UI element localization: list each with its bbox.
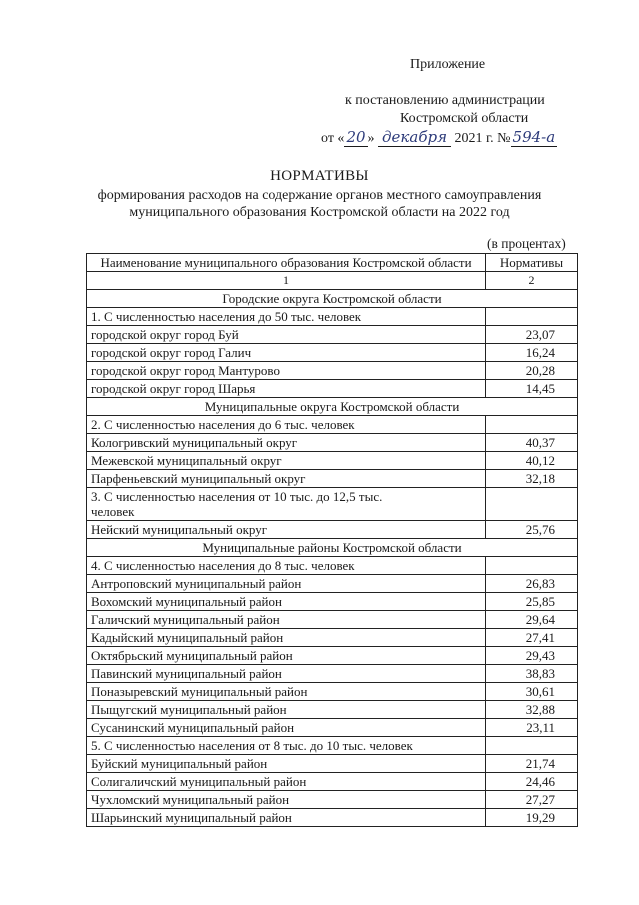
municipality-name: Вохомский муниципальный район: [87, 593, 486, 611]
group-title-text: 3. С численностью населения от 10 тыс. до 12,5 тыс.: [91, 489, 383, 504]
norm-value: 24,46: [486, 773, 578, 791]
group-row: [87, 557, 578, 575]
norm-value: 23,07: [486, 326, 578, 344]
column-header-norms: Нормативы: [486, 254, 578, 272]
date-year: 2021 г. №: [454, 131, 511, 146]
table-row: [87, 344, 578, 362]
municipality-name: Пыщугский муниципальный район: [87, 701, 486, 719]
municipality-name: Сусанинский муниципальный район: [87, 719, 486, 737]
norm-value: 26,83: [486, 575, 578, 593]
municipality-name: Межевской муниципальный округ: [87, 452, 486, 470]
group-title-text: 5. С численностью населения от 8 тыс. до 10 тыс. человек: [91, 738, 413, 753]
table-row: [87, 452, 578, 470]
municipality-name: Кадыйский муниципальный район: [87, 629, 486, 647]
norm-value: 19,29: [486, 809, 578, 827]
group-title: [87, 416, 486, 434]
municipality-name: Кологривский муниципальный округ: [87, 434, 486, 452]
municipality-name: Антроповский муниципальный район: [87, 575, 486, 593]
handwritten-month: декабря: [378, 128, 451, 147]
decree-reference-line1: к постановлению администрации: [345, 93, 545, 108]
group-title: [87, 737, 486, 755]
column-header-name: Наименование муниципального образования Костромской области: [87, 254, 486, 272]
municipality-name: Павинский муниципальный район: [87, 665, 486, 683]
norm-value: 20,28: [486, 362, 578, 380]
section-title: Муниципальные округа Костромской области: [87, 398, 578, 416]
column-number-row: [87, 272, 578, 290]
group-title-text: 4. С численностью населения до 8 тыс. человек: [91, 558, 355, 573]
document-subtitle-line1: формирования расходов на содержание органов местного самоуправления: [97, 188, 542, 203]
group-row: [87, 416, 578, 434]
norm-value: 29,64: [486, 611, 578, 629]
table-row: [87, 575, 578, 593]
document-title: НОРМАТИВЫ: [270, 168, 369, 184]
table-row: [87, 719, 578, 737]
norm-value: 14,45: [486, 380, 578, 398]
municipality-name: Буйский муниципальный район: [87, 755, 486, 773]
table-row: [87, 773, 578, 791]
norm-value: 32,18: [486, 470, 578, 488]
group-title: [87, 488, 486, 521]
group-empty-cell: [486, 488, 578, 521]
group-row: [87, 488, 578, 521]
norms-table: [86, 253, 578, 827]
municipality-name: Чухломский муниципальный район: [87, 791, 486, 809]
units-note: (в процентах): [487, 236, 566, 251]
norm-value: 32,88: [486, 701, 578, 719]
table-row: [87, 362, 578, 380]
municipality-name: городской округ город Буй: [87, 326, 486, 344]
norm-value: 40,37: [486, 434, 578, 452]
group-empty-cell: [486, 557, 578, 575]
group-title-text: 1. С численностью населения до 50 тыс. человек: [91, 309, 362, 324]
table-row: [87, 701, 578, 719]
decree-date-number-line: [321, 128, 557, 147]
document-subtitle-line2: муниципального образования Костромской области на 2022 год: [129, 205, 510, 220]
municipality-name: Поназыревский муниципальный район: [87, 683, 486, 701]
group-title-text-cont: человек: [91, 504, 135, 519]
appendix-title: Приложение: [410, 57, 486, 72]
group-title-text: 2. С численностью населения до 6 тыс. человек: [91, 417, 355, 432]
decree-reference-line2: Костромской области: [400, 111, 529, 126]
handwritten-day: 20: [346, 128, 366, 146]
handwritten-decree-number: 594-а: [512, 128, 556, 146]
group-title: [87, 308, 486, 326]
column-number-2: 2: [486, 272, 578, 290]
date-prefix: от «: [321, 131, 345, 146]
table-row: [87, 434, 578, 452]
table-row: [87, 683, 578, 701]
section-title: Городские округа Костромской области: [87, 290, 578, 308]
table-row: [87, 809, 578, 827]
municipality-name: Солигаличский муниципальный район: [87, 773, 486, 791]
date-quote: »: [367, 131, 375, 146]
municipality-name: Октябрьский муниципальный район: [87, 647, 486, 665]
table-row: [87, 470, 578, 488]
table-row: [87, 647, 578, 665]
table-header-row: [87, 254, 578, 272]
table-row: [87, 380, 578, 398]
municipality-name: городской округ город Мантурово: [87, 362, 486, 380]
group-empty-cell: [486, 308, 578, 326]
section-title: Муниципальные районы Костромской области: [87, 539, 578, 557]
group-empty-cell: [486, 416, 578, 434]
municipality-name: Галичский муниципальный район: [87, 611, 486, 629]
table-row: [87, 629, 578, 647]
table-row: [87, 791, 578, 809]
norm-value: 30,61: [486, 683, 578, 701]
norm-value: 40,12: [486, 452, 578, 470]
table-row: [87, 755, 578, 773]
norm-value: 25,76: [486, 521, 578, 539]
table-row: [87, 326, 578, 344]
norm-value: 16,24: [486, 344, 578, 362]
norm-value: 23,11: [486, 719, 578, 737]
norm-value: 38,83: [486, 665, 578, 683]
group-row: [87, 737, 578, 755]
norm-value: 29,43: [486, 647, 578, 665]
municipality-name: городской округ город Шарья: [87, 380, 486, 398]
municipality-name: Нейский муниципальный округ: [87, 521, 486, 539]
column-number-1: 1: [87, 272, 486, 290]
norm-value: 27,41: [486, 629, 578, 647]
table-row: [87, 665, 578, 683]
norm-value: 21,74: [486, 755, 578, 773]
group-empty-cell: [486, 737, 578, 755]
group-row: [87, 308, 578, 326]
norm-value: 27,27: [486, 791, 578, 809]
municipality-name: Шарьинский муниципальный район: [87, 809, 486, 827]
municipality-name: городской округ город Галич: [87, 344, 486, 362]
table-row: [87, 593, 578, 611]
municipality-name: Парфеньевский муниципальный округ: [87, 470, 486, 488]
table-row: [87, 521, 578, 539]
norm-value: 25,85: [486, 593, 578, 611]
table-row: [87, 611, 578, 629]
section-row: [87, 539, 578, 557]
group-title: [87, 557, 486, 575]
section-row: [87, 290, 578, 308]
section-row: [87, 398, 578, 416]
